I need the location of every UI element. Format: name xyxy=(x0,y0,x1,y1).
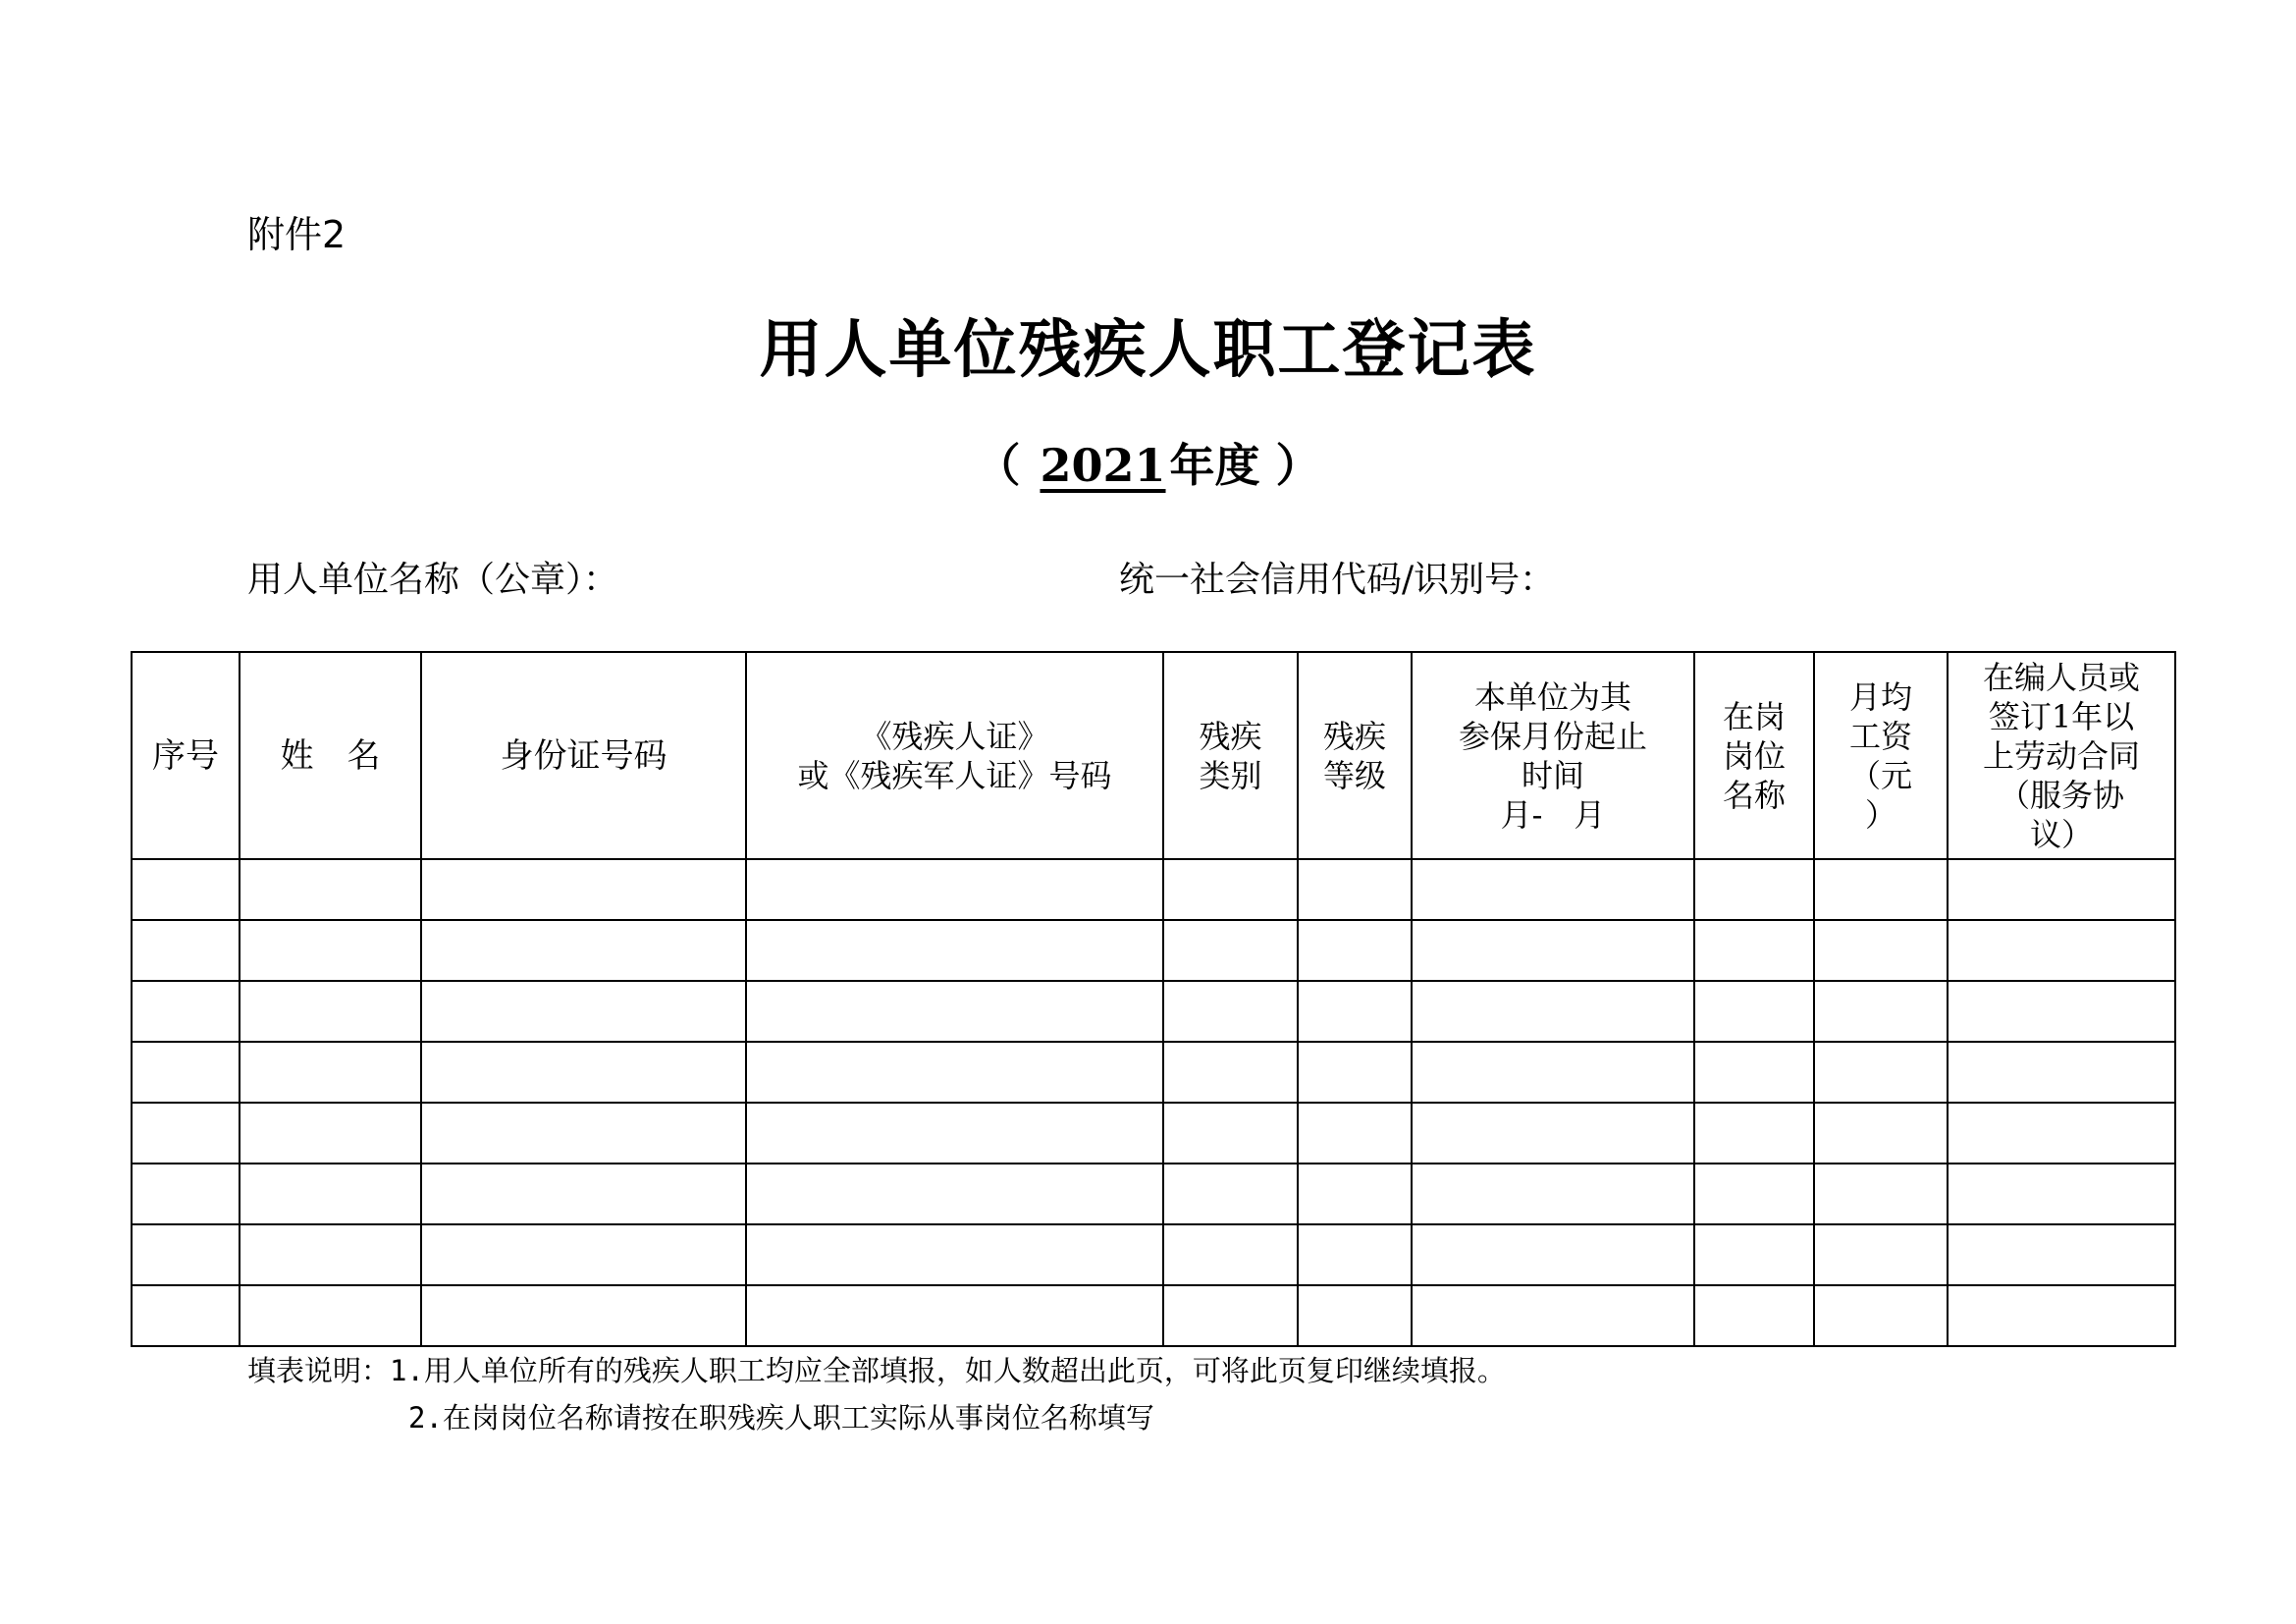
table-cell[interactable] xyxy=(1298,1164,1412,1224)
table-cell[interactable] xyxy=(1814,859,1948,920)
table-cell[interactable] xyxy=(1694,859,1814,920)
table-cell[interactable] xyxy=(421,1164,746,1224)
table-cell[interactable] xyxy=(1163,1164,1298,1224)
table-cell[interactable] xyxy=(132,981,240,1042)
header-disability-grade xyxy=(1298,652,1412,859)
table-cell[interactable] xyxy=(1163,981,1298,1042)
year-open-paren: （ xyxy=(975,439,1021,492)
table-cell[interactable] xyxy=(1298,920,1412,981)
table-cell[interactable] xyxy=(421,1285,746,1346)
table-cell[interactable] xyxy=(132,1164,240,1224)
table-cell[interactable] xyxy=(1948,920,2175,981)
table-cell[interactable] xyxy=(1948,981,2175,1042)
header-name-text: 姓 名 xyxy=(280,735,381,776)
table-cell[interactable] xyxy=(1163,859,1298,920)
table-cell[interactable] xyxy=(1814,1224,1948,1285)
table-cell[interactable] xyxy=(1694,1285,1814,1346)
table-cell[interactable] xyxy=(421,1042,746,1103)
table-cell[interactable] xyxy=(1298,1285,1412,1346)
table-cell[interactable] xyxy=(240,1164,421,1224)
header-contract-line1: 在编人员或 xyxy=(1982,658,2140,696)
year-close-paren: ） xyxy=(1275,439,1321,492)
table-row xyxy=(132,859,2175,920)
table-cell[interactable] xyxy=(1412,920,1694,981)
table-cell[interactable] xyxy=(1163,920,1298,981)
note-line-2: 2.在岗岗位名称请按在职残疾人职工实际从事岗位名称填写 xyxy=(408,1401,1154,1435)
table-cell[interactable] xyxy=(746,1103,1163,1164)
table-cell[interactable] xyxy=(1298,1042,1412,1103)
table-cell[interactable] xyxy=(746,1285,1163,1346)
header-contract-line4: （服务协 xyxy=(1998,776,2124,814)
credit-code-label: 统一社会信用代码/识别号： xyxy=(1119,560,1556,600)
header-disability-type-line1: 残疾 xyxy=(1199,717,1262,755)
table-cell[interactable] xyxy=(1948,859,2175,920)
table-row xyxy=(132,920,2175,981)
table-cell[interactable] xyxy=(1694,1164,1814,1224)
table-cell[interactable] xyxy=(746,1042,1163,1103)
header-disability-grade-line2: 等级 xyxy=(1322,756,1386,794)
header-contract-line3: 上劳动合同 xyxy=(1982,736,2140,775)
table-cell[interactable] xyxy=(240,1042,421,1103)
table-cell[interactable] xyxy=(1814,1042,1948,1103)
table-cell[interactable] xyxy=(1412,1103,1694,1164)
table-cell[interactable] xyxy=(240,1285,421,1346)
table-cell[interactable] xyxy=(240,920,421,981)
header-disability-grade-line1: 残疾 xyxy=(1322,717,1386,755)
table-cell[interactable] xyxy=(746,859,1163,920)
table-row xyxy=(132,1042,2175,1103)
table-cell[interactable] xyxy=(1163,1042,1298,1103)
table-cell[interactable] xyxy=(1694,981,1814,1042)
header-disability-cert-line2: 或《残疾军人证》号码 xyxy=(797,756,1112,794)
header-insurance-period xyxy=(1412,652,1694,859)
employer-name-label: 用人单位名称（公章）： xyxy=(247,560,619,600)
header-disability-type xyxy=(1163,652,1298,859)
table-row xyxy=(132,981,2175,1042)
header-avg-salary xyxy=(1814,652,1948,859)
header-id-number xyxy=(421,652,746,859)
table-cell[interactable] xyxy=(132,859,240,920)
header-insurance-period-line3: 时间 xyxy=(1521,756,1584,794)
table-cell[interactable] xyxy=(1298,1224,1412,1285)
table-row xyxy=(132,1164,2175,1224)
header-avg-salary-line1: 月均 xyxy=(1848,677,1912,716)
table-cell[interactable] xyxy=(132,1285,240,1346)
header-seq-text: 序号 xyxy=(152,735,219,776)
table-cell[interactable] xyxy=(132,1103,240,1164)
table-body xyxy=(132,859,2175,1346)
header-insurance-period-line4: 月- 月 xyxy=(1500,795,1606,834)
table-cell[interactable] xyxy=(1412,1224,1694,1285)
table-cell[interactable] xyxy=(421,981,746,1042)
table-row xyxy=(132,1224,2175,1285)
table-cell[interactable] xyxy=(1163,1103,1298,1164)
table-cell[interactable] xyxy=(1163,1224,1298,1285)
table-cell[interactable] xyxy=(1814,1103,1948,1164)
table-cell[interactable] xyxy=(1412,981,1694,1042)
table-cell[interactable] xyxy=(1948,1164,2175,1224)
table-cell[interactable] xyxy=(1814,920,1948,981)
header-avg-salary-line2: 工资 xyxy=(1848,717,1912,755)
header-contract-line2: 签订1年以 xyxy=(1988,697,2135,735)
table-cell[interactable] xyxy=(240,981,421,1042)
header-insurance-period-line2: 参保月份起止 xyxy=(1458,717,1647,755)
header-disability-cert xyxy=(746,652,1163,859)
table-cell[interactable] xyxy=(746,920,1163,981)
table-cell[interactable] xyxy=(1412,1285,1694,1346)
table-cell[interactable] xyxy=(1814,981,1948,1042)
header-position xyxy=(1694,652,1814,859)
header-seq xyxy=(132,652,240,859)
table-cell[interactable] xyxy=(1298,1103,1412,1164)
form-title: 用人单位残疾人职工登记表 xyxy=(759,313,1537,387)
header-disability-type-line2: 类别 xyxy=(1199,756,1262,794)
table-cell[interactable] xyxy=(1948,1103,2175,1164)
header-contract-line5: 议） xyxy=(2029,815,2093,853)
table-row xyxy=(132,1285,2175,1346)
table-cell[interactable] xyxy=(240,1103,421,1164)
table-cell[interactable] xyxy=(132,1224,240,1285)
header-position-line3: 名称 xyxy=(1722,776,1786,814)
fill-notes xyxy=(247,1347,1506,1441)
table-cell[interactable] xyxy=(746,981,1163,1042)
table-cell[interactable] xyxy=(421,920,746,981)
table-cell[interactable] xyxy=(421,859,746,920)
table-row xyxy=(132,1103,2175,1164)
table-cell[interactable] xyxy=(746,1164,1163,1224)
table-cell[interactable] xyxy=(1948,1224,2175,1285)
table-cell[interactable] xyxy=(1814,1164,1948,1224)
year-line xyxy=(0,430,2296,495)
header-avg-salary-line3: （元 xyxy=(1848,756,1912,794)
year-suffix: 年度 xyxy=(1169,439,1260,492)
table-cell[interactable] xyxy=(1694,1042,1814,1103)
header-disability-cert-line1: 《残疾人证》 xyxy=(860,717,1049,755)
table-cell[interactable] xyxy=(1948,1285,2175,1346)
table-cell[interactable] xyxy=(1814,1285,1948,1346)
header-avg-salary-line4: ） xyxy=(1864,795,1896,834)
table-cell[interactable] xyxy=(1694,1103,1814,1164)
table-cell[interactable] xyxy=(240,1224,421,1285)
header-position-line1: 在岗 xyxy=(1722,697,1786,735)
table-cell[interactable] xyxy=(1412,859,1694,920)
table-cell[interactable] xyxy=(1948,1042,2175,1103)
header-insurance-period-line1: 本单位为其 xyxy=(1473,677,1631,716)
table-cell[interactable] xyxy=(132,920,240,981)
header-name xyxy=(240,652,421,859)
header-position-line2: 岗位 xyxy=(1722,736,1786,775)
table-cell[interactable] xyxy=(1298,859,1412,920)
note-line-1: 填表说明：1.用人单位所有的残疾人职工均应全部填报，如人数超出此页，可将此页复印继续填报。 xyxy=(247,1354,1506,1387)
table-cell[interactable] xyxy=(421,1103,746,1164)
table-cell[interactable] xyxy=(1694,920,1814,981)
table-cell[interactable] xyxy=(1412,1042,1694,1103)
table-cell[interactable] xyxy=(746,1224,1163,1285)
header-id-number-text: 身份证号码 xyxy=(500,735,667,776)
table-cell[interactable] xyxy=(1412,1164,1694,1224)
year-value: 2021 xyxy=(1040,439,1166,492)
header-contract xyxy=(1948,652,2175,859)
table-cell[interactable] xyxy=(240,859,421,920)
registration-table xyxy=(131,651,2176,1347)
attachment-label: 附件2 xyxy=(247,213,347,256)
table-cell[interactable] xyxy=(132,1042,240,1103)
table-cell[interactable] xyxy=(421,1224,746,1285)
table-header-row xyxy=(132,652,2175,859)
table-cell[interactable] xyxy=(1298,981,1412,1042)
table-cell[interactable] xyxy=(1163,1285,1298,1346)
table-cell[interactable] xyxy=(1694,1224,1814,1285)
